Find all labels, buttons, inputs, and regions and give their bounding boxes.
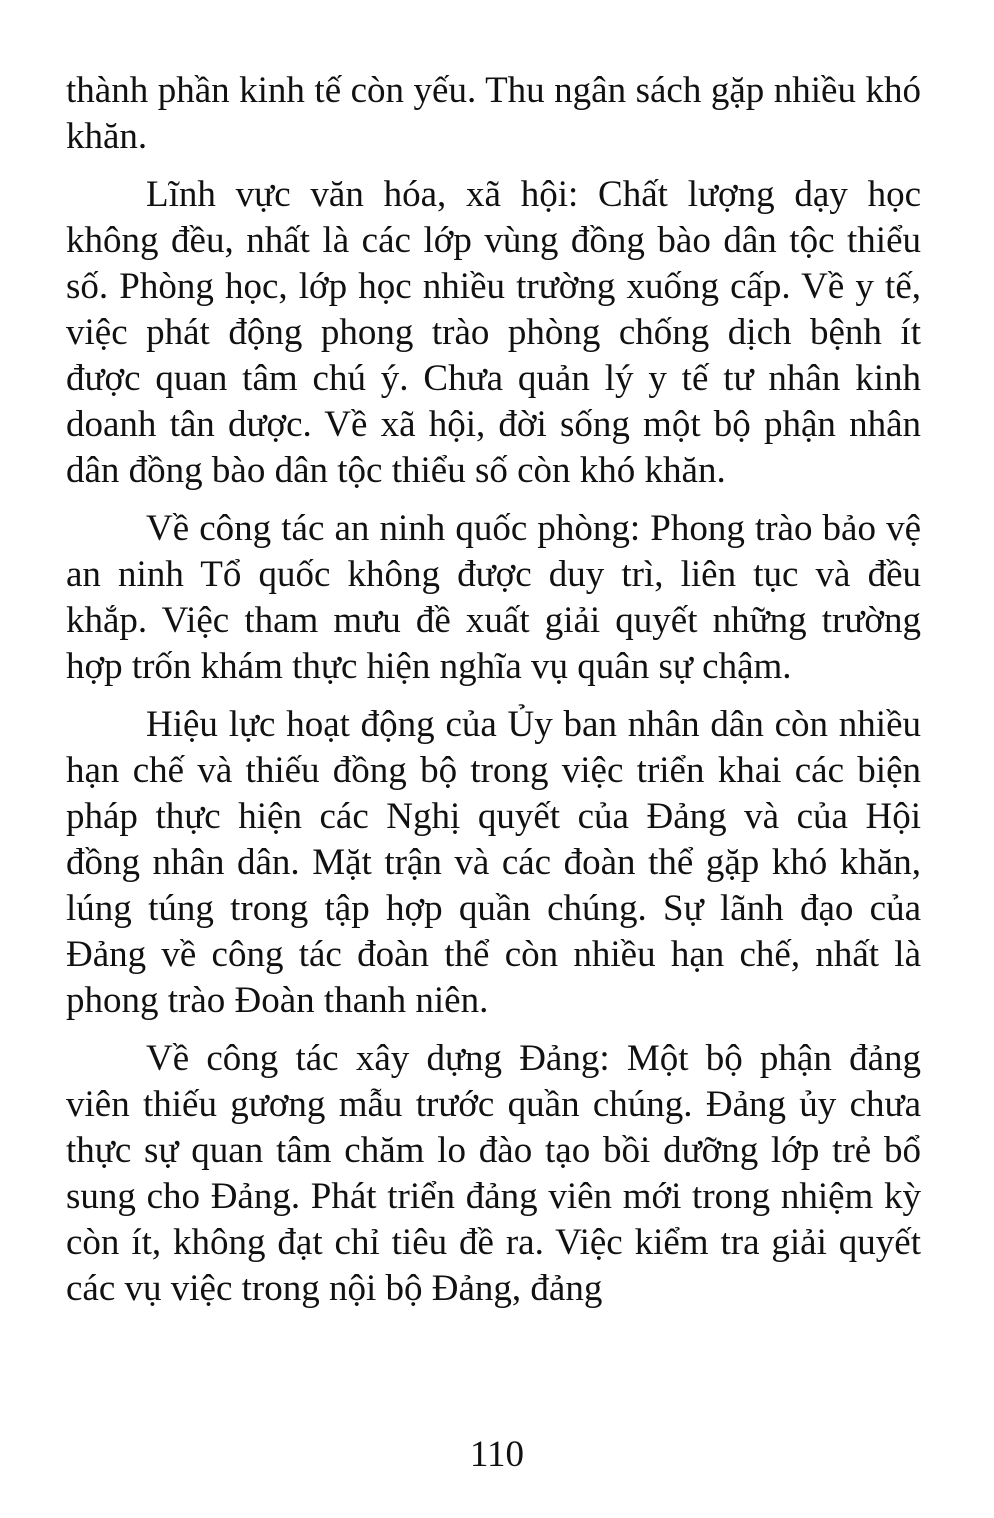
paragraph-party-building: Về công tác xây dựng Đảng: Một bộ phận đảng viên thiếu gương mẫu trước quần chúng. Đảng ủy chưa thực sự quan tâm chăm lo đào tạo bồi dưỡng lớp trẻ bổ sung cho Đảng. Phát triển đảng viên mới trong nhiệm kỳ còn ít, không đạt chỉ tiêu đề ra. Việc kiểm tra giải quyết các vụ việc trong nội bộ Đảng, đảng	[66, 1038, 921, 1309]
paragraph-culture-society: Lĩnh vực văn hóa, xã hội: Chất lượng dạy học không đều, nhất là các lớp vùng đồng bào dân tộc thiểu số. Phòng học, lớp học nhiều trường xuống cấp. Về y tế, việc phát động phong trào phòng chống dịch bệnh ít được quan tâm chú ý. Chưa quản lý y tế tư nhân kinh doanh tân dược. Về xã hội, đời sống một bộ phận nhân dân đồng bào dân tộc thiểu số còn khó khăn.	[66, 174, 921, 491]
paragraph-peoples-committee: Hiệu lực hoạt động của Ủy ban nhân dân còn nhiều hạn chế và thiếu đồng bộ trong việc triển khai các biện pháp thực hiện các Nghị quyết của Đảng và của Hội đồng nhân dân. Mặt trận và các đoàn thể gặp khó khăn, lúng túng trong tập hợp quần chúng. Sự lãnh đạo của Đảng về công tác đoàn thể còn nhiều hạn chế, nhất là phong trào Đoàn thanh niên.	[66, 704, 921, 1021]
page-body	[66, 68, 921, 1324]
paragraph-continuation: thành phần kinh tế còn yếu. Thu ngân sách gặp nhiều khó khăn.	[66, 70, 921, 157]
page-number: 110	[469, 1434, 525, 1475]
paragraph-security-defense: Về công tác an ninh quốc phòng: Phong trào bảo vệ an ninh Tổ quốc không được duy trì, liên tục và đều khắp. Việc tham mưu đề xuất giải quyết những trường hợp trốn khám thực hiện nghĩa vụ quân sự chậm.	[66, 508, 921, 687]
